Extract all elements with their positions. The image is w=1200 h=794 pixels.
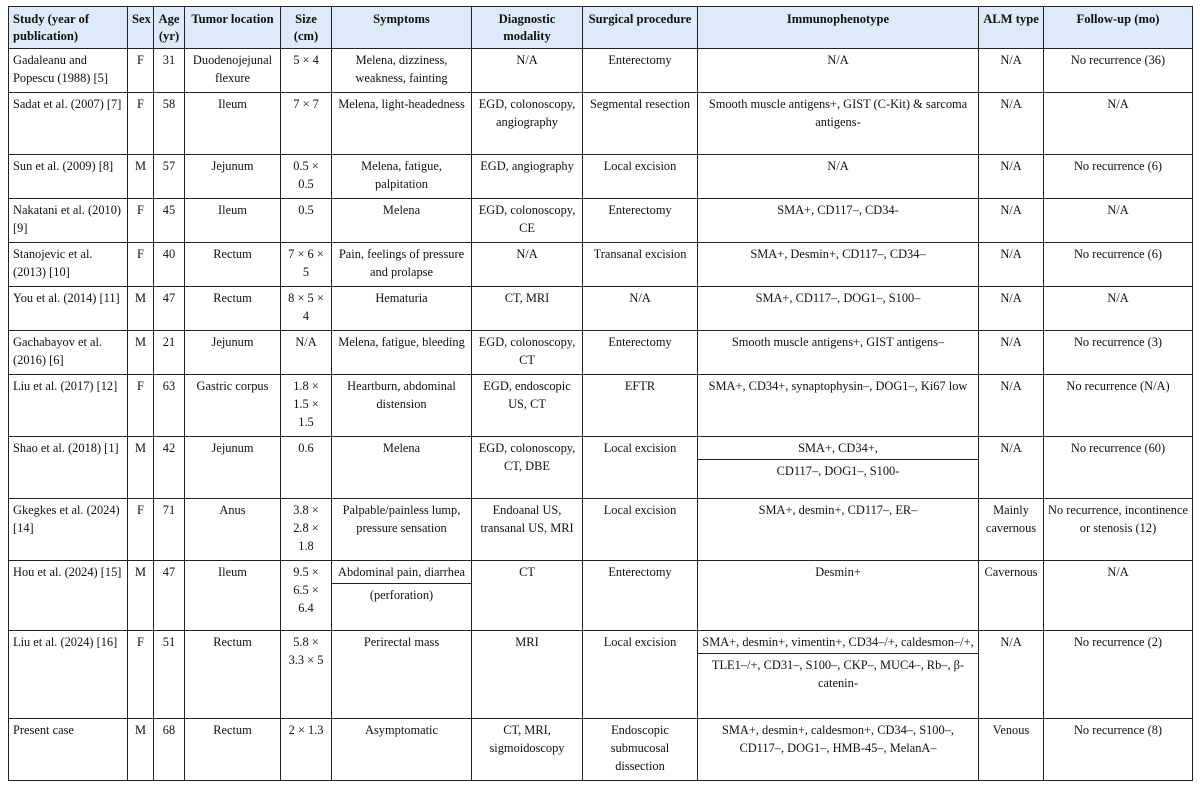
- cell-surgery: Transanal excision: [583, 243, 698, 287]
- cell-immuno: [698, 631, 979, 719]
- cell-age: 47: [154, 561, 185, 631]
- cell-diagnostic: EGD, colonoscopy, angiography: [472, 93, 583, 155]
- cell-followup: N/A: [1044, 93, 1193, 155]
- cell-symptoms: Pain, feelings of pressure and prolapse: [332, 243, 472, 287]
- cell-study: You et al. (2014) [11]: [9, 287, 128, 331]
- cell-alm: Mainly cavernous: [979, 499, 1044, 561]
- table-row: [9, 93, 1193, 155]
- cell-size: 8 × 5 × 4: [281, 287, 332, 331]
- cell-age: 51: [154, 631, 185, 719]
- cell-followup: No recurrence (8): [1044, 719, 1193, 781]
- cell-alm: N/A: [979, 243, 1044, 287]
- literature-review-table: [8, 6, 1193, 781]
- cell-location: Rectum: [185, 243, 281, 287]
- cell-surgery: Enterectomy: [583, 199, 698, 243]
- cell-diagnostic: CT, MRI, sigmoidoscopy: [472, 719, 583, 781]
- cell-sex: F: [128, 631, 154, 719]
- cell-immuno: N/A: [698, 49, 979, 93]
- cell-immuno-line-2: TLE1–/+, CD31–, S100–, CKP–, MUC4–, Rb–, β-catenin-: [711, 658, 965, 690]
- cell-sex: F: [128, 199, 154, 243]
- cell-diagnostic: CT, MRI: [472, 287, 583, 331]
- cell-immuno: SMA+, desmin+, caldesmon+, CD34–, S100–, CD117–, DOG1–, HMB-45–, MelanA–: [698, 719, 979, 781]
- cell-size: 2 × 1.3: [281, 719, 332, 781]
- cell-size: 5 × 4: [281, 49, 332, 93]
- table-row: [9, 375, 1193, 437]
- header-age: Age (yr): [154, 7, 185, 49]
- cell-sex: M: [128, 719, 154, 781]
- cell-study: Liu et al. (2024) [16]: [9, 631, 128, 719]
- cell-alm: Cavernous: [979, 561, 1044, 631]
- cell-alm: N/A: [979, 631, 1044, 719]
- cell-sex: F: [128, 243, 154, 287]
- cell-sex: M: [128, 155, 154, 199]
- cell-immuno: SMA+, CD117–, DOG1–, S100–: [698, 287, 979, 331]
- header-alm-type: ALM type: [979, 7, 1044, 49]
- cell-immuno: Smooth muscle antigens+, GIST antigens–: [698, 331, 979, 375]
- cell-sex: F: [128, 375, 154, 437]
- cell-followup: No recurrence, incontinence or stenosis (12): [1044, 499, 1193, 561]
- cell-sex: M: [128, 287, 154, 331]
- cell-diagnostic: EGD, colonoscopy, CE: [472, 199, 583, 243]
- cell-size: 0.5 × 0.5: [281, 155, 332, 199]
- cell-immuno: Desmin+: [698, 561, 979, 631]
- cell-age: 71: [154, 499, 185, 561]
- cell-alm: N/A: [979, 93, 1044, 155]
- header-diagnostic-modality: Diagnostic modality: [472, 7, 583, 49]
- cell-symptoms: Melena, fatigue, bleeding: [332, 331, 472, 375]
- cell-alm: Venous: [979, 719, 1044, 781]
- cell-location: Jejunum: [185, 155, 281, 199]
- cell-alm: N/A: [979, 49, 1044, 93]
- cell-symptoms: Perirectal mass: [332, 631, 472, 719]
- cell-symptoms: Melena: [332, 437, 472, 499]
- table-row: [9, 199, 1193, 243]
- cell-study: Shao et al. (2018) [1]: [9, 437, 128, 499]
- cell-symptoms: Palpable/painless lump, pressure sensation: [332, 499, 472, 561]
- cell-age: 63: [154, 375, 185, 437]
- cell-location: Ileum: [185, 93, 281, 155]
- cell-diagnostic: MRI: [472, 631, 583, 719]
- table-row: [9, 287, 1193, 331]
- cell-size: 0.5: [281, 199, 332, 243]
- cell-diagnostic: N/A: [472, 49, 583, 93]
- cell-alm: N/A: [979, 375, 1044, 437]
- cell-immuno: SMA+, CD34+, synaptophysin–, DOG1–, Ki67 low: [698, 375, 979, 437]
- cell-location: Rectum: [185, 631, 281, 719]
- cell-surgery: Local excision: [583, 499, 698, 561]
- cell-followup: No recurrence (36): [1044, 49, 1193, 93]
- cell-study: Hou et al. (2024) [15]: [9, 561, 128, 631]
- table-row: [9, 49, 1193, 93]
- cell-symptoms: Melena, dizziness, weakness, fainting: [332, 49, 472, 93]
- cell-followup: No recurrence (60): [1044, 437, 1193, 499]
- cell-study: Nakatani et al. (2010) [9]: [9, 199, 128, 243]
- cell-immuno: [698, 437, 979, 499]
- cell-study: Gkegkes et al. (2024) [14]: [9, 499, 128, 561]
- cell-location: Gastric corpus: [185, 375, 281, 437]
- cell-followup: N/A: [1044, 199, 1193, 243]
- cell-study: Sun et al. (2009) [8]: [9, 155, 128, 199]
- cell-diagnostic: EGD, colonoscopy, CT: [472, 331, 583, 375]
- cell-followup: No recurrence (3): [1044, 331, 1193, 375]
- cell-sex: M: [128, 561, 154, 631]
- cell-age: 31: [154, 49, 185, 93]
- header-follow-up: Follow-up (mo): [1044, 7, 1193, 49]
- header-study: Study (year of publication): [9, 7, 128, 49]
- cell-surgery: EFTR: [583, 375, 698, 437]
- cell-followup: No recurrence (N/A): [1044, 375, 1193, 437]
- cell-study: Present case: [9, 719, 128, 781]
- cell-study: Stanojevic et al. (2013) [10]: [9, 243, 128, 287]
- cell-age: 21: [154, 331, 185, 375]
- table-body: [9, 49, 1193, 781]
- cell-diagnostic: EGD, endoscopic US, CT: [472, 375, 583, 437]
- table-row: [9, 437, 1193, 499]
- cell-surgery: Local excision: [583, 437, 698, 499]
- table-row: [9, 331, 1193, 375]
- cell-location: Ileum: [185, 199, 281, 243]
- cell-diagnostic: CT: [472, 561, 583, 631]
- cell-immuno: SMA+, CD117–, CD34-: [698, 199, 979, 243]
- cell-study: Gadaleanu and Popescu (1988) [5]: [9, 49, 128, 93]
- cell-followup: No recurrence (6): [1044, 243, 1193, 287]
- header-size: Size (cm): [281, 7, 332, 49]
- cell-location: Anus: [185, 499, 281, 561]
- cell-surgery: Endoscopic submucosal dissection: [583, 719, 698, 781]
- cell-age: 68: [154, 719, 185, 781]
- cell-size: 0.6: [281, 437, 332, 499]
- cell-immuno: Smooth muscle antigens+, GIST (C-Kit) & sarcoma antigens-: [698, 93, 979, 155]
- cell-location: Ileum: [185, 561, 281, 631]
- cell-symptoms: Hematuria: [332, 287, 472, 331]
- cell-symptoms: Heartburn, abdominal distension: [332, 375, 472, 437]
- cell-size: 1.8 × 1.5 × 1.5: [281, 375, 332, 437]
- cell-alm: N/A: [979, 199, 1044, 243]
- cell-age: 57: [154, 155, 185, 199]
- cell-followup: N/A: [1044, 287, 1193, 331]
- cell-location: Rectum: [185, 287, 281, 331]
- cell-symptoms: Asymptomatic: [332, 719, 472, 781]
- cell-alm: N/A: [979, 437, 1044, 499]
- cell-immuno-line-1: SMA+, desmin+, vimentin+, CD34–/+, caldesmon–/+,: [698, 631, 978, 654]
- cell-symptoms-line-2: (perforation): [369, 588, 434, 602]
- cell-size: N/A: [281, 331, 332, 375]
- cell-sex: M: [128, 331, 154, 375]
- cell-alm: N/A: [979, 155, 1044, 199]
- cell-age: 45: [154, 199, 185, 243]
- header-sex: Sex: [128, 7, 154, 49]
- cell-surgery: Enterectomy: [583, 561, 698, 631]
- header-immunophenotype: Immunophenotype: [698, 7, 979, 49]
- header-tumor-location: Tumor location: [185, 7, 281, 49]
- cell-immuno-line-2: CD117–, DOG1–, S100-: [776, 464, 900, 478]
- cell-sex: F: [128, 499, 154, 561]
- cell-followup: No recurrence (6): [1044, 155, 1193, 199]
- table-row: [9, 561, 1193, 631]
- table-row: [9, 631, 1193, 719]
- cell-sex: F: [128, 49, 154, 93]
- cell-symptoms-line-1: Abdominal pain, diarrhea: [332, 561, 471, 584]
- cell-surgery: Enterectomy: [583, 331, 698, 375]
- cell-size: 7 × 6 × 5: [281, 243, 332, 287]
- cell-diagnostic: EGD, colonoscopy, CT, DBE: [472, 437, 583, 499]
- table-row: [9, 499, 1193, 561]
- header-row: [9, 7, 1193, 49]
- cell-size: 9.5 × 6.5 × 6.4: [281, 561, 332, 631]
- table-row: [9, 719, 1193, 781]
- cell-symptoms: Melena: [332, 199, 472, 243]
- cell-followup: N/A: [1044, 561, 1193, 631]
- cell-sex: F: [128, 93, 154, 155]
- cell-age: 40: [154, 243, 185, 287]
- cell-location: Rectum: [185, 719, 281, 781]
- cell-diagnostic: N/A: [472, 243, 583, 287]
- cell-study: Gachabayov et al. (2016) [6]: [9, 331, 128, 375]
- cell-size: 3.8 × 2.8 × 1.8: [281, 499, 332, 561]
- cell-symptoms: Melena, fatigue, palpitation: [332, 155, 472, 199]
- cell-immuno: SMA+, Desmin+, CD117–, CD34–: [698, 243, 979, 287]
- cell-surgery: Local excision: [583, 155, 698, 199]
- cell-surgery: Local excision: [583, 631, 698, 719]
- cell-immuno-line-1: SMA+, CD34+,: [698, 437, 978, 460]
- cell-diagnostic: EGD, angiography: [472, 155, 583, 199]
- cell-study: Liu et al. (2017) [12]: [9, 375, 128, 437]
- cell-location: Jejunum: [185, 331, 281, 375]
- cell-location: Duodenojejunal flexure: [185, 49, 281, 93]
- header-symptoms: Symptoms: [332, 7, 472, 49]
- cell-age: 42: [154, 437, 185, 499]
- cell-symptoms: [332, 561, 472, 631]
- cell-diagnostic: Endoanal US, transanal US, MRI: [472, 499, 583, 561]
- cell-study: Sadat et al. (2007) [7]: [9, 93, 128, 155]
- cell-alm: N/A: [979, 331, 1044, 375]
- header-surgical-procedure: Surgical procedure: [583, 7, 698, 49]
- cell-size: 5.8 × 3.3 × 5: [281, 631, 332, 719]
- cell-size: 7 × 7: [281, 93, 332, 155]
- cell-followup: No recurrence (2): [1044, 631, 1193, 719]
- cell-age: 47: [154, 287, 185, 331]
- cell-immuno: N/A: [698, 155, 979, 199]
- cell-age: 58: [154, 93, 185, 155]
- table-row: [9, 243, 1193, 287]
- cell-immuno: SMA+, desmin+, CD117–, ER–: [698, 499, 979, 561]
- cell-sex: M: [128, 437, 154, 499]
- cell-surgery: N/A: [583, 287, 698, 331]
- cell-symptoms: Melena, light-headedness: [332, 93, 472, 155]
- table-row: [9, 155, 1193, 199]
- cell-alm: N/A: [979, 287, 1044, 331]
- cell-location: Jejunum: [185, 437, 281, 499]
- cell-surgery: Segmental resection: [583, 93, 698, 155]
- cell-surgery: Enterectomy: [583, 49, 698, 93]
